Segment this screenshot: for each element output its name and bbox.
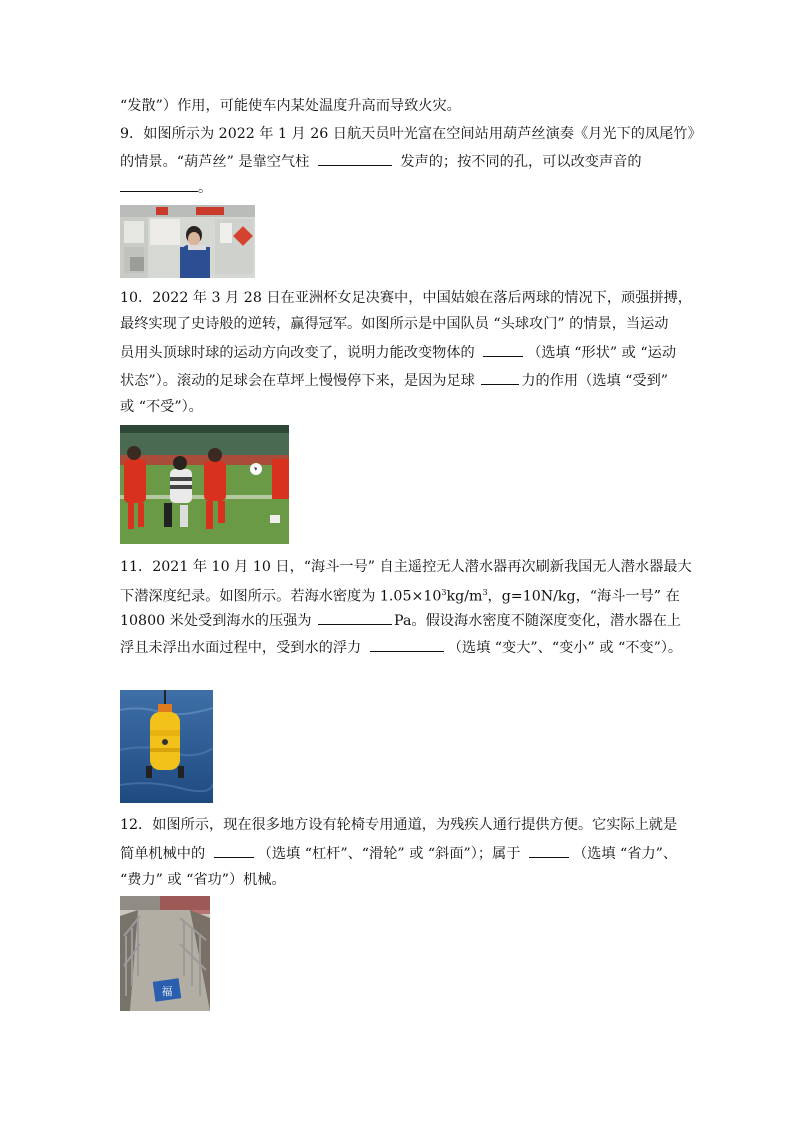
q9-text-end: 。 [198,180,213,196]
q10-text-a: 员用头顶球时球的运动方向改变了，说明力能改变物体的 [120,345,475,361]
q10-line-3 [120,342,676,363]
ramp-sign-text: 福 [161,985,173,998]
q11-exponent-1: 3 [441,588,447,597]
q10-text-d: 力的作用（选填 “受到” [521,373,669,389]
q12-line-3: “费力” 或 “省功”）机械。 [120,872,286,888]
q11-text-c: 10800 米处受到海水的压强为 [120,613,312,629]
q11-text-b: ，g=10N/kg，“海斗一号” 在 [487,588,680,605]
q11-line-4 [120,637,682,658]
q11-text-f: （选填 “变大”、“变小” 或 “不变”）。 [447,640,683,656]
q10-text-c: 状态”）。滚动的足球会在草坪上慢慢停下来，是因为足球 [120,373,475,389]
q12-line-1: 12．如图所示，现在很多地方设有轮椅专用通道，为残疾人通行提供方便。它实际上就是 [120,817,678,833]
q11-text-e: 浮且未浮出水面过程中，受到水的浮力 [120,640,362,656]
q12-line-2 [120,843,677,864]
q12-text-c: （选填 “省力”、 [572,846,678,862]
q9-blank-2[interactable] [120,177,198,192]
q11-text-d: Pa。假设海水密度不随深度变化，潜水器在上 [394,613,681,629]
submersible-photo [120,690,213,803]
q10-blank-2[interactable] [481,370,519,385]
q10-line-4 [120,370,668,391]
q8-tail-text: “发散”）作用，可能使车内某处温度升高而导致火灾。 [120,98,461,114]
q12-text-b: （选填 “杠杆”、“滑轮” 或 “斜面”）；属于 [257,846,521,862]
q10-line-1: 10．2022 年 3 月 28 日在亚洲杯女足决赛中，中国姑娘在落后两球的情况下，顽强拼搏， [120,290,692,306]
q10-text-b: （选填 “形状” 或 “运动 [527,345,677,361]
q12-text-a: 简单机械中的 [120,846,206,862]
q12-blank-1[interactable] [214,843,254,858]
q11-text-a: 下潜深度纪录。如图所示。若海水密度为 1.05×10 [120,588,442,605]
q11-blank-1[interactable] [318,610,392,625]
q11-line-3 [120,610,681,631]
q11-exponent-2: 3 [482,588,488,597]
q9-line-3 [120,177,212,198]
q9-line-2 [120,151,642,172]
q9-blank-1[interactable] [318,151,392,166]
q9-text-b: 发声的；按不同的孔，可以改变声音的 [400,154,642,170]
q9-line-1: 9．如图所示为 2022 年 1 月 26 日航天员叶光富在空间站用葫芦丝演奏《月光下的凤尾竹》 [120,126,702,142]
q11-text-unit: kg/m [446,588,483,605]
q11-line-2 [120,583,680,607]
q11-line-1: 11．2021 年 10 月 10 日，“海斗一号” 自主遥控无人潜水器再次刷新我国无人潜水器最大 [120,559,692,575]
ramp-photo [120,896,210,1011]
q12-blank-2[interactable] [529,843,569,858]
football-photo [120,425,289,544]
q10-line-2: 最终实现了史诗般的逆转，赢得冠军。如图所示是中国队员 “头球攻门” 的情景，当运动 [120,316,669,332]
q10-line-5: 或 “不受”）。 [120,399,203,415]
q11-blank-2[interactable] [370,637,444,652]
q10-blank-1[interactable] [483,342,523,357]
astronaut-photo [120,205,255,278]
q9-text-a: 的情景。“葫芦丝” 是靠空气柱 [120,154,310,170]
